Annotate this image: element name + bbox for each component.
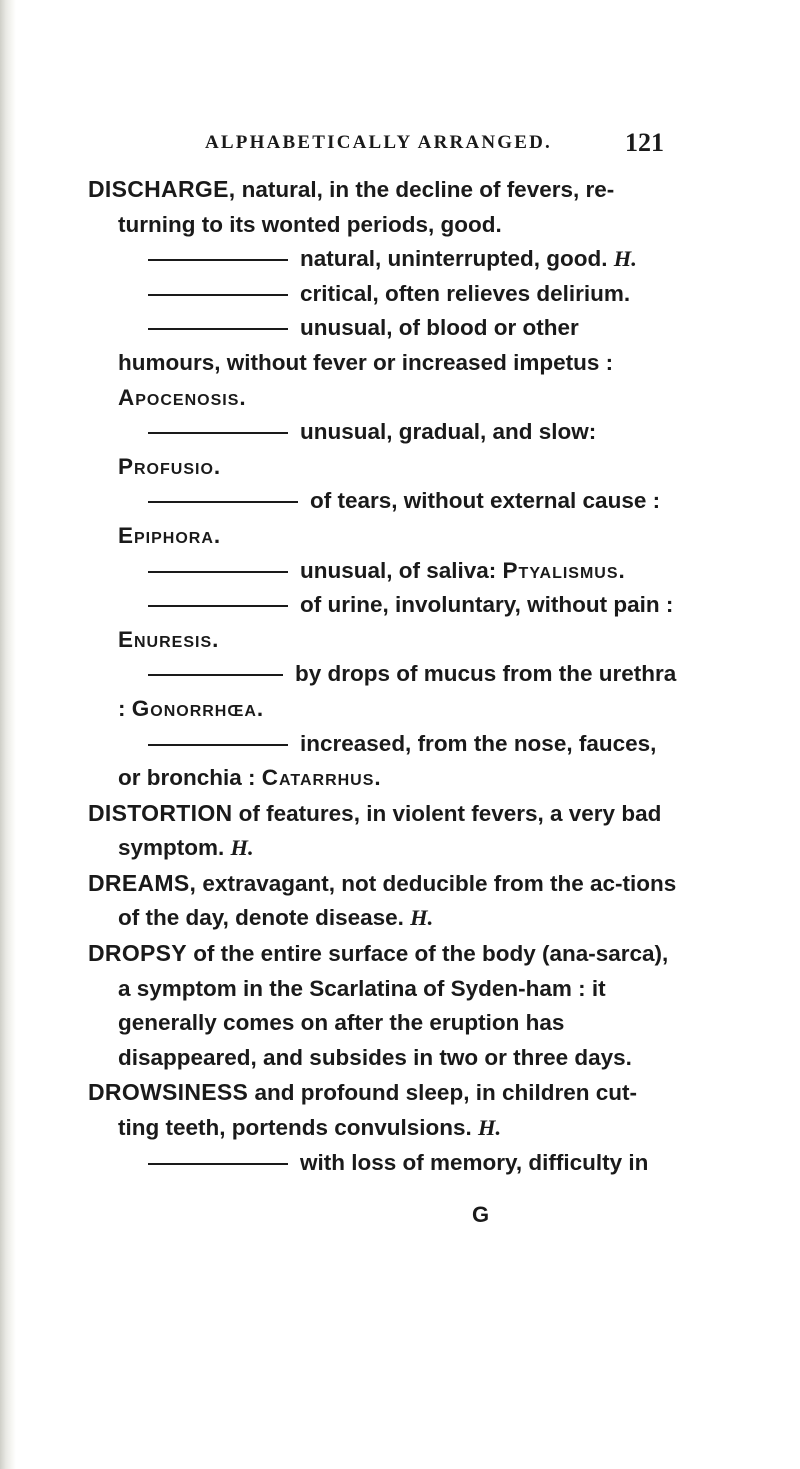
disease-term: Enuresis. — [118, 626, 220, 652]
sub-entry — [88, 1146, 678, 1181]
sub-entry — [88, 657, 678, 726]
sub-entry-text: unusual, of saliva: — [300, 557, 503, 583]
entry-discharge — [88, 172, 678, 242]
sub-entry-text: with loss of memory, difficulty in — [300, 1149, 649, 1175]
page-number: 121 — [625, 128, 664, 157]
headword: DISTORTION — [88, 799, 233, 826]
authority-mark: H. — [478, 1115, 502, 1141]
entry-text: natural, in the decline of fevers, re-turning to its wonted periods, good. — [118, 177, 615, 237]
entry-text: of features, in violent fevers, a very bad symptom. — [118, 800, 662, 861]
binding-gutter — [0, 0, 16, 1469]
sub-entry-text: unusual, of blood or other humours, without fever or increased impetus : — [118, 315, 614, 375]
disease-term: Profusio. — [118, 453, 222, 479]
ditto-dash — [148, 328, 288, 330]
sub-entry-text: natural, uninterrupted, good. — [300, 246, 614, 272]
entry-drowsiness — [88, 1075, 678, 1145]
disease-term: Catarrhus. — [261, 765, 382, 791]
disease-term: Ptyalismus. — [502, 557, 626, 583]
sub-entry — [88, 484, 678, 553]
body-text — [88, 172, 678, 1180]
sub-entry — [88, 727, 678, 796]
headword: DROPSY — [88, 940, 187, 967]
sub-entry — [88, 588, 678, 657]
sub-entry-text: by drops of mucus from the urethra : — [118, 661, 677, 721]
sub-entry — [88, 277, 678, 312]
headword: DREAMS, — [88, 869, 197, 896]
ditto-dash — [148, 1163, 288, 1165]
page-header — [0, 128, 800, 168]
sub-entry-text: unusual, gradual, and slow: — [300, 419, 597, 445]
running-head: ALPHABETICALLY ARRANGED. — [205, 132, 553, 153]
authority-mark: H. — [410, 905, 434, 931]
authority-mark: H. — [613, 246, 637, 272]
entry-text: extravagant, not deducible from the ac-tions of the day, denote disease. — [118, 870, 677, 931]
signature-mark: G — [472, 1202, 490, 1227]
sub-entry — [88, 242, 678, 277]
headword: DROWSINESS — [88, 1079, 249, 1106]
ditto-dash — [148, 571, 288, 573]
headword: DISCHARGE, — [88, 176, 236, 202]
entry-text: and profound sleep, in children cut-ting teeth, portends convulsions. — [118, 1080, 637, 1141]
disease-term: Epiphora. — [118, 522, 222, 548]
ditto-dash — [148, 259, 288, 261]
sub-entry — [88, 415, 678, 484]
sub-entry — [88, 554, 678, 589]
sub-entry-text: of urine, involuntary, without pain : — [300, 592, 674, 618]
sub-entry-text: critical, often relieves delirium. — [300, 280, 631, 306]
entry-text: of the entire surface of the body (ana-sarca), a symptom in the Scarlatina of Syden-ham : it generally comes on after the eruption has disappeared, and subsides in two or three days. — [118, 941, 669, 1070]
entry-dropsy — [88, 936, 678, 1075]
sub-entry-text: increased, from the nose, fauces, or bronchia : — [118, 730, 657, 791]
ditto-dash — [148, 294, 288, 296]
disease-term: Apocenosis. — [118, 384, 247, 410]
ditto-dash — [148, 674, 283, 676]
ditto-dash — [148, 432, 288, 434]
sub-entry — [88, 311, 678, 415]
ditto-dash — [148, 744, 288, 746]
sub-entry-text: of tears, without external cause : — [310, 488, 661, 514]
entry-distortion — [88, 796, 678, 866]
entry-dreams — [88, 866, 678, 936]
authority-mark: H. — [230, 835, 254, 861]
ditto-dash — [148, 501, 298, 503]
ditto-dash — [148, 605, 288, 607]
disease-term: Gonorrhœa. — [131, 695, 265, 721]
